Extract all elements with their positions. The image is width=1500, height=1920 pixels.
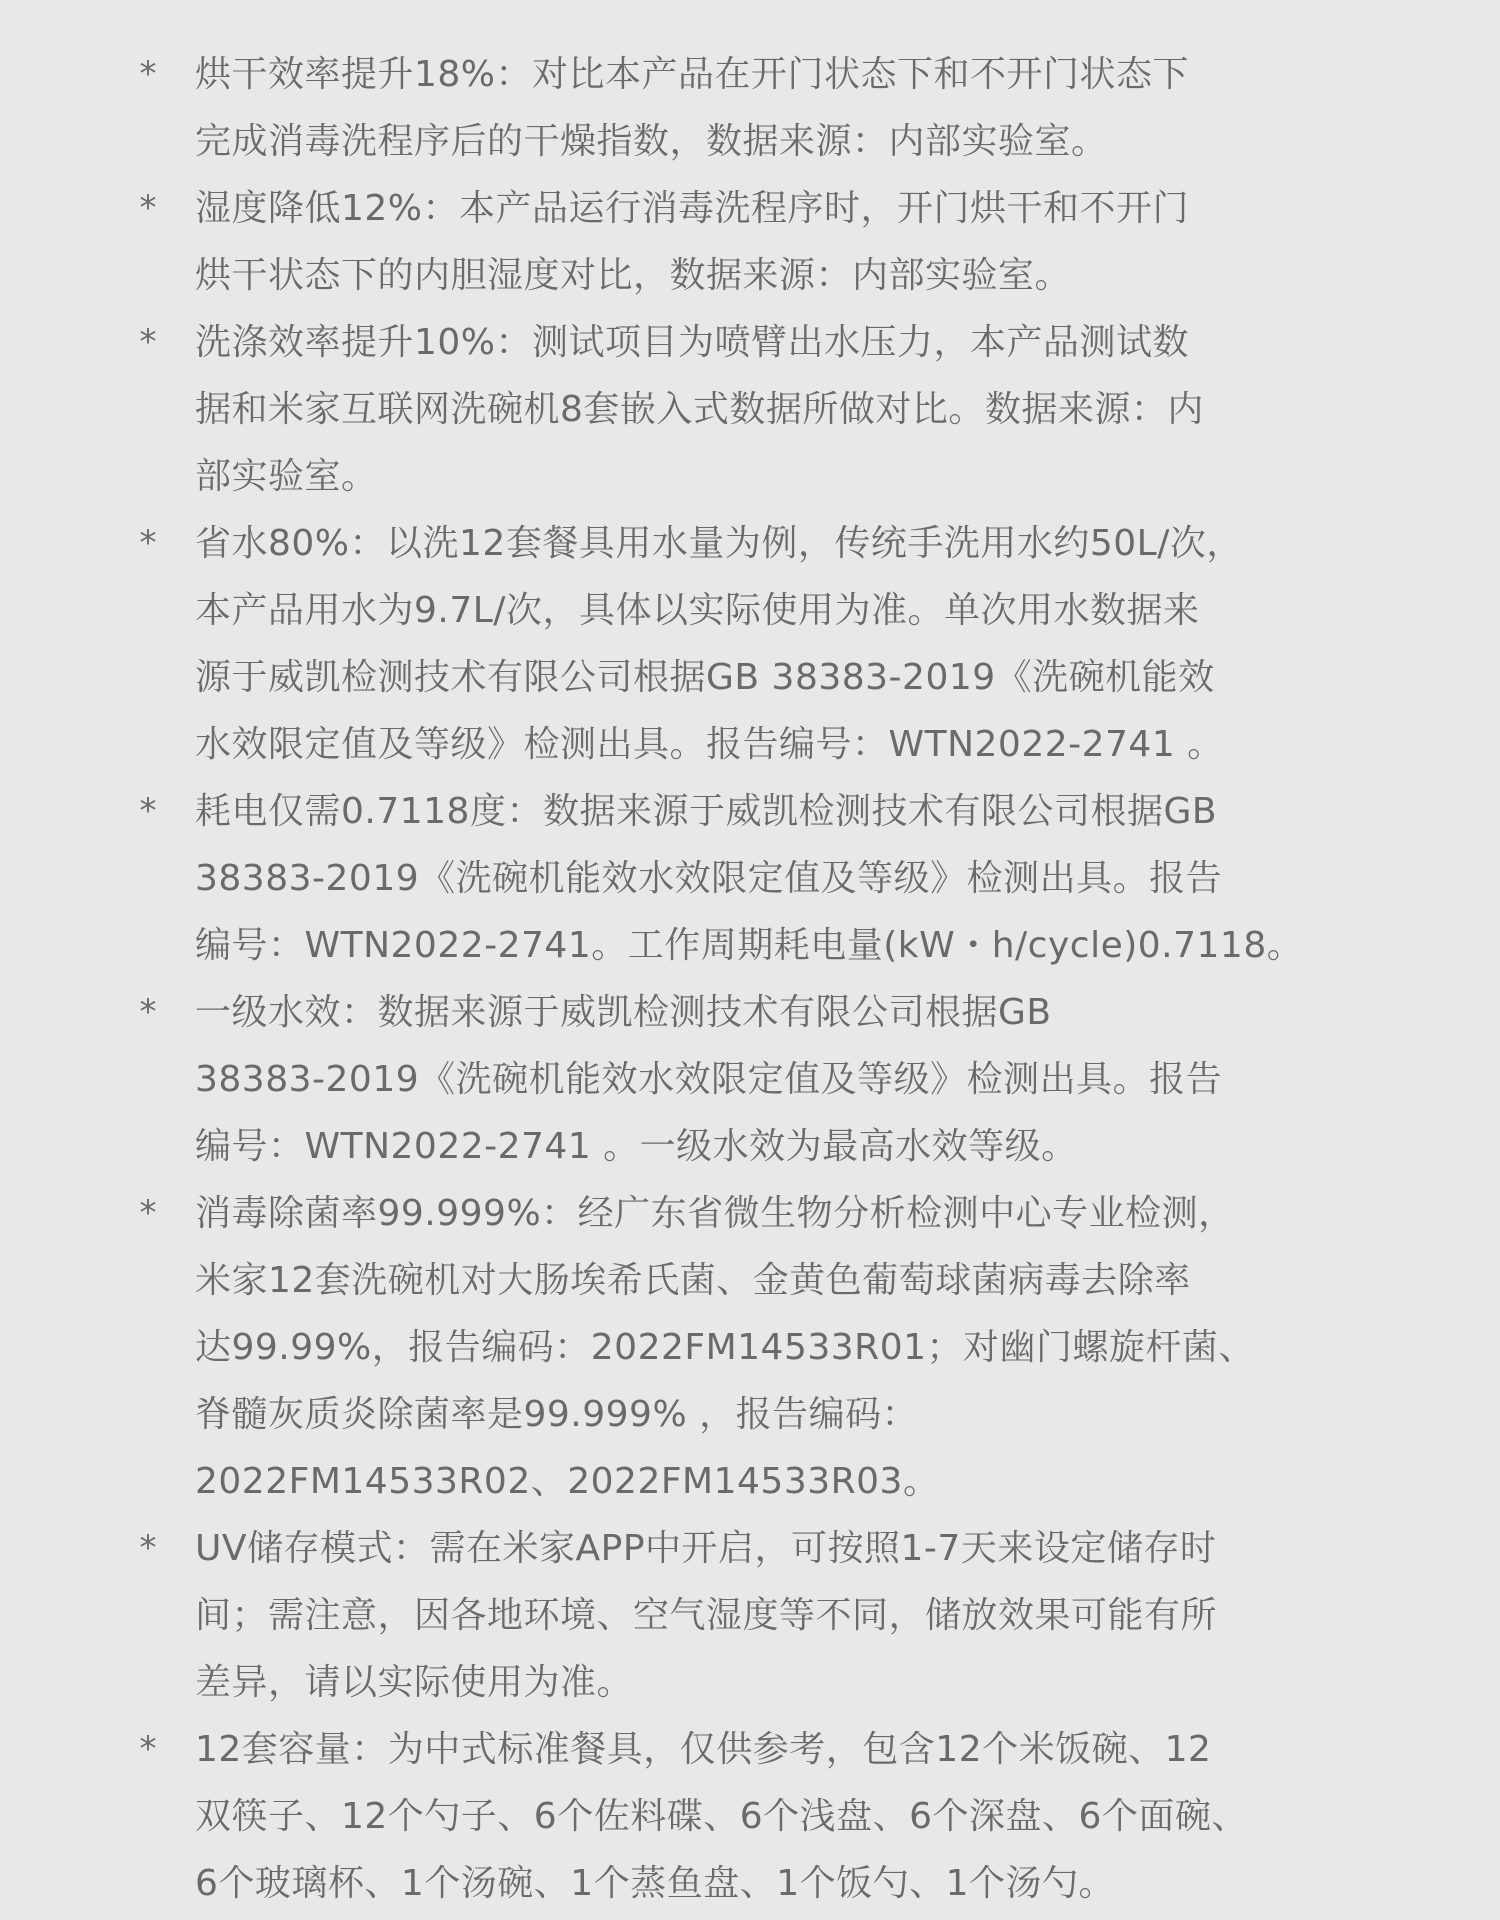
footnote-line: 省水80%：以洗12套餐具用水量为例，传统手洗用水约50L/次，	[195, 523, 1243, 564]
asterisk-bullet: *	[139, 992, 157, 1032]
footnote-text	[195, 1716, 1370, 1917]
footnote-item	[0, 510, 1500, 778]
footnote-line: 烘干效率提升18%：对比本产品在开门状态下和不开门状态下	[195, 54, 1190, 95]
footnote-item	[0, 175, 1500, 309]
footnote-item	[0, 1180, 1500, 1515]
asterisk-bullet: *	[139, 1729, 157, 1769]
footnote-text	[195, 778, 1370, 979]
footnote-line: 双筷子、12个勺子、6个佐料碟、6个浅盘、6个深盘、6个面碗、	[195, 1796, 1248, 1837]
footnote-line: 烘干状态下的内胆湿度对比，数据来源：内部实验室。	[195, 255, 1072, 296]
footnote-text	[195, 510, 1370, 778]
asterisk-bullet: *	[139, 523, 157, 563]
footnote-text	[195, 1180, 1370, 1515]
footnote-line: 部实验室。	[195, 456, 378, 497]
footnote-item	[0, 1515, 1500, 1716]
footnote-line: 洗涤效率提升10%：测试项目为喷臂出水压力，本产品测试数	[195, 322, 1190, 363]
footnote-line: 源于威凯检测技术有限公司根据GB 38383-2019《洗碗机能效	[195, 657, 1215, 698]
asterisk-bullet: *	[139, 322, 157, 362]
footnote-text	[195, 979, 1370, 1180]
footnote-line: 水效限定值及等级》检测出具。报告编号：WTN2022-2741 。	[195, 724, 1224, 765]
footnote-line: 38383-2019《洗碗机能效水效限定值及等级》检测出具。报告	[195, 1059, 1223, 1100]
asterisk-bullet: *	[139, 791, 157, 831]
footnote-line: 据和米家互联网洗碗机8套嵌入式数据所做对比。数据来源：内	[195, 389, 1204, 430]
footnote-text	[195, 1515, 1370, 1716]
asterisk-bullet: *	[139, 1193, 157, 1233]
footnote-line: 编号：WTN2022-2741 。一级水效为最高水效等级。	[195, 1126, 1078, 1167]
footnote-item	[0, 41, 1500, 175]
footnote-line: 米家12套洗碗机对大肠埃希氏菌、金黄色葡萄球菌病毒去除率	[195, 1260, 1191, 1301]
footnote-line: 耗电仅需0.7118度：数据来源于威凯检测技术有限公司根据GB	[195, 791, 1218, 832]
footnote-line: 6个玻璃杯、1个汤碗、1个蒸鱼盘、1个饭勺、1个汤勺。	[195, 1863, 1116, 1904]
footnote-item	[0, 1716, 1500, 1917]
footnote-line: 脊髓灰质炎除菌率是99.999% ，报告编码：	[195, 1394, 919, 1435]
footnote-line: 2022FM14533R02、2022FM14533R03。	[195, 1461, 940, 1502]
asterisk-bullet: *	[139, 188, 157, 228]
footnote-line: 达99.99%，报告编码：2022FM14533R01；对幽门螺旋杆菌、	[195, 1327, 1255, 1368]
footnote-item	[0, 979, 1500, 1180]
footnote-line: UV储存模式：需在米家APP中开启，可按照1-7天来设定储存时	[195, 1528, 1217, 1569]
footnote-line: 12套容量：为中式标准餐具，仅供参考，包含12个米饭碗、12	[195, 1729, 1212, 1770]
footnote-line: 差异，请以实际使用为准。	[195, 1662, 634, 1703]
footnotes-list	[0, 41, 1500, 1917]
footnote-line: 间；需注意，因各地环境、空气湿度等不同，储放效果可能有所	[195, 1595, 1218, 1636]
footnote-line: 38383-2019《洗碗机能效水效限定值及等级》检测出具。报告	[195, 858, 1223, 899]
footnote-line: 消毒除菌率99.999%：经广东省微生物分析检测中心专业检测，	[195, 1193, 1235, 1234]
footnote-line: 一级水效：数据来源于威凯检测技术有限公司根据GB	[195, 992, 1052, 1033]
footnote-line: 完成消毒洗程序后的干燥指数，数据来源：内部实验室。	[195, 121, 1108, 162]
footnote-text	[195, 41, 1370, 175]
footnote-item	[0, 309, 1500, 510]
footnote-line: 本产品用水为9.7L/次，具体以实际使用为准。单次用水数据来	[195, 590, 1200, 631]
footnote-text	[195, 309, 1370, 510]
footnote-text	[195, 175, 1370, 309]
asterisk-bullet: *	[139, 1528, 157, 1568]
footnote-item	[0, 778, 1500, 979]
footnote-line: 编号：WTN2022-2741。工作周期耗电量(kW・h/cycle)0.7118。	[195, 925, 1304, 966]
footnote-line: 湿度降低12%：本产品运行消毒洗程序时，开门烘干和不开门	[195, 188, 1190, 229]
asterisk-bullet: *	[139, 54, 157, 94]
